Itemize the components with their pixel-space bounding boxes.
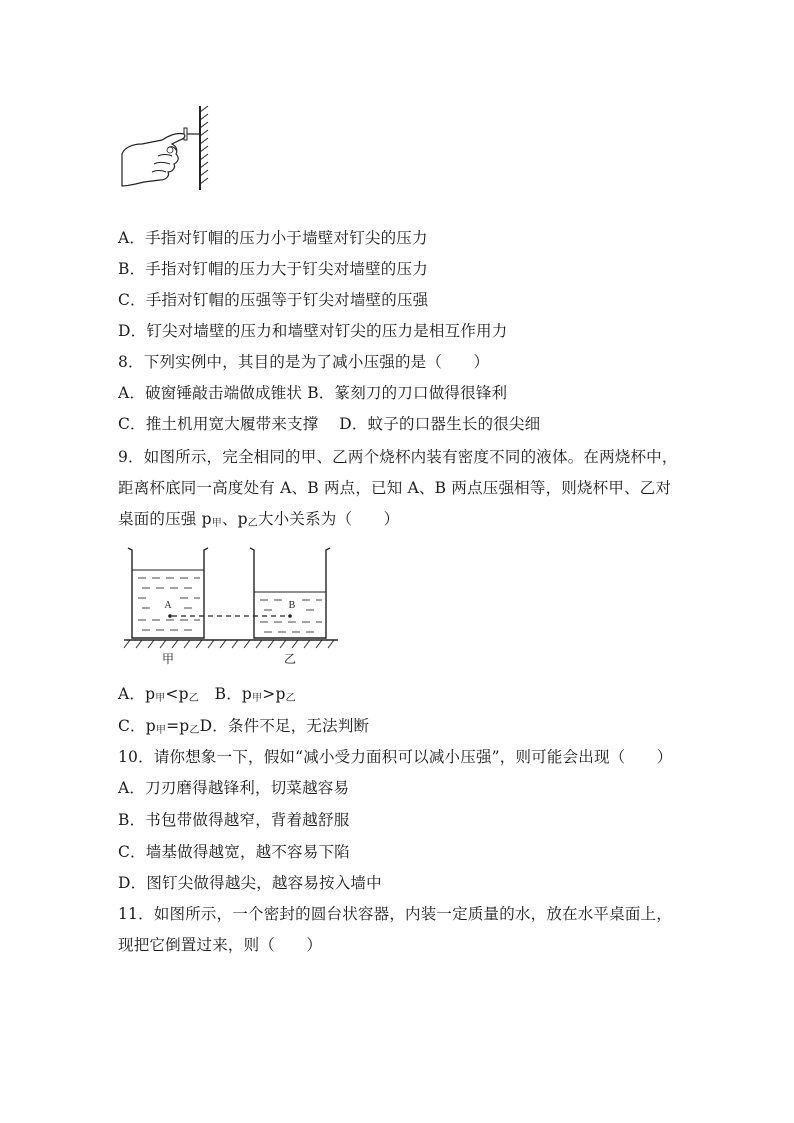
hand-thumbtack-figure bbox=[118, 104, 218, 192]
q9-stem-line2: 距离杯底同一高度处有 A、B 两点，已知 A、B 两点压强相等，则烧杯甲、乙对 bbox=[118, 479, 672, 497]
q7-option-d: D．钉尖对墙壁的压力和墙壁对钉尖的压力是相互作用力 bbox=[118, 322, 508, 340]
q10-option-d: D．图钉尖做得越尖，越容易按入墙中 bbox=[118, 874, 382, 892]
beaker-jia-label: 甲 bbox=[161, 652, 175, 666]
q11-stem-line1: 11．如图所示，一个密封的圆台状容器，内装一定质量的水，放在水平桌面上， bbox=[118, 905, 672, 923]
point-a-label: A bbox=[164, 600, 172, 611]
q8-options-row2: C．推土机用宽大履带来支撑 D．蚊子的口器生长的很尖细 bbox=[118, 415, 541, 433]
q10-option-c: C．墙基做得越宽，越不容易下陷 bbox=[118, 843, 350, 861]
point-b-label: B bbox=[288, 600, 296, 611]
beaker-yi-label: 乙 bbox=[283, 652, 297, 666]
q7-option-c: C．手指对钉帽的压强等于钉尖对墙壁的压强 bbox=[118, 291, 429, 309]
q9-stem-line1: 9．如图所示，完全相同的甲、乙两个烧杯内装有密度不同的液体。在两烧杯中， bbox=[118, 448, 678, 466]
q10-option-a: A．刀刃磨得越锋利，切菜越容易 bbox=[118, 779, 350, 797]
q8-options-row1: A．破窗锤敲击端做成锥状 B．篆刻刀的刀口做得很锋利 bbox=[118, 384, 508, 402]
q10-stem: 10．请你想象一下，假如“减小受力面积可以减小压强”，则可能会出现（ ） bbox=[118, 748, 673, 766]
q9-options-row1: A．$p_甲<p_乙$ B．$p_甲>p_乙$ bbox=[118, 685, 296, 704]
beakers-figure bbox=[120, 542, 342, 670]
subscript-jia: 甲 bbox=[211, 518, 222, 529]
q9-stem-line3: 桌面的压强 $p_甲$、$p_乙$大小关系为（ ） bbox=[118, 510, 400, 529]
q10-option-b: B．书包带做得越窄，背着越舒服 bbox=[118, 811, 350, 829]
subscript-yi: 乙 bbox=[247, 518, 258, 529]
q7-option-a: A．手指对钉帽的压力小于墙壁对钉尖的压力 bbox=[118, 229, 428, 247]
q11-stem-line2: 现把它倒置过来，则（ ） bbox=[118, 936, 323, 954]
q7-option-b: B．手指对钉帽的压力大于钉尖对墙壁的压力 bbox=[118, 260, 428, 278]
q8-stem: 8．下列实例中，其目的是为了减小压强的是（ ） bbox=[118, 353, 490, 371]
q9-options-row2: C．$p_甲=p_乙D$．条件不足，无法判断 bbox=[118, 717, 370, 736]
